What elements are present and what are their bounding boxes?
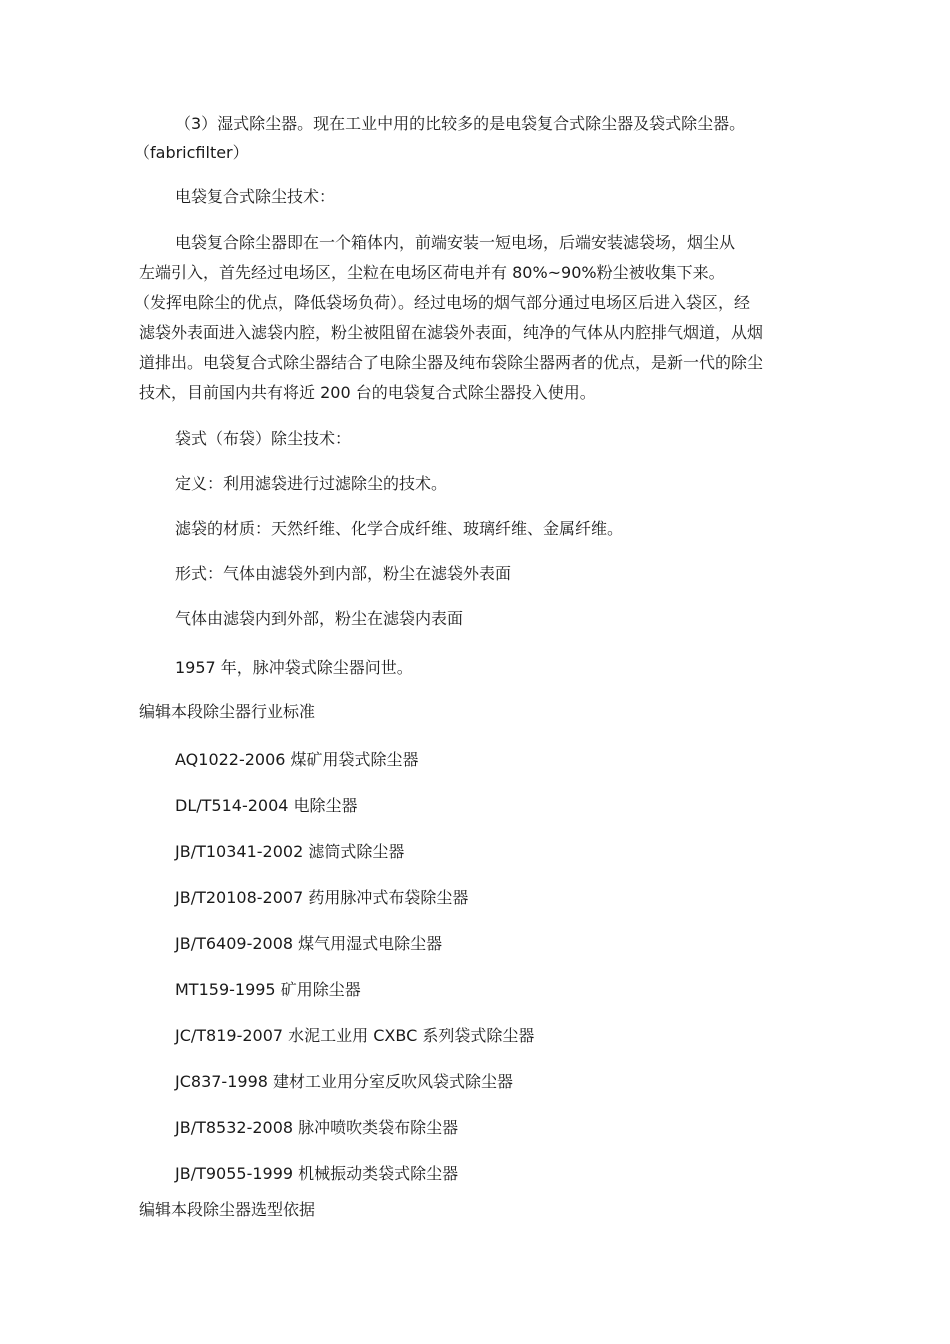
hybrid-paragraph-line-1: 电袋复合除尘器即在一个箱体内，前端安装一短电场，后端安装滤袋场，烟尘从	[175, 233, 736, 252]
standard-item: JB/T10341-2002 滤筒式除尘器	[175, 842, 405, 861]
selection-section-heading: 编辑本段除尘器选型依据	[139, 1200, 316, 1219]
hybrid-paragraph-line-3: （发挥电除尘的优点，降低袋场负荷）。经过电场的烟气部分通过电场区后进入袋区，经	[134, 293, 751, 312]
hybrid-paragraph-line-5: 道排出。电袋复合式除尘器结合了电除尘器及纯布袋除尘器两者的优点，是新一代的除尘	[139, 353, 764, 372]
hybrid-paragraph-line-4: 滤袋外表面进入滤袋内腔，粉尘被阻留在滤袋外表面，纯净的气体从内腔排气烟道，从烟	[139, 323, 764, 342]
hybrid-heading: 电袋复合式除尘技术：	[175, 187, 336, 206]
form-line-1: 形式：气体由滤袋外到内部，粉尘在滤袋外表面	[175, 564, 512, 583]
standard-item: JB/T8532-2008 脉冲喷吹类袋布除尘器	[175, 1118, 459, 1137]
history-line: 1957 年，脉冲袋式除尘器问世。	[175, 658, 413, 677]
standard-item: JB/T9055-1999 机械振动类袋式除尘器	[175, 1164, 459, 1183]
standard-item: JB/T20108-2007 药用脉冲式布袋除尘器	[175, 888, 469, 907]
standard-item: JC/T819-2007 水泥工业用 CXBC 系列袋式除尘器	[175, 1026, 535, 1045]
wet-scrubber-intro-line-1: （3）湿式除尘器。现在工业中用的比较多的是电袋复合式除尘器及袋式除尘器。	[175, 114, 746, 133]
wet-scrubber-intro-line-2: （fabricfilter）	[134, 143, 249, 162]
hybrid-paragraph-line-6: 技术，目前国内共有将近 200 台的电袋复合式除尘器投入使用。	[139, 383, 596, 402]
definition-line: 定义：利用滤袋进行过滤除尘的技术。	[175, 474, 448, 493]
standard-item: MT159-1995 矿用除尘器	[175, 980, 361, 999]
standard-item: DL/T514-2004 电除尘器	[175, 796, 358, 815]
form-line-2: 气体由滤袋内到外部，粉尘在滤袋内表面	[175, 609, 464, 628]
standards-section-heading: 编辑本段除尘器行业标准	[139, 702, 316, 721]
materials-line: 滤袋的材质：天然纤维、化学合成纤维、玻璃纤维、金属纤维。	[175, 519, 624, 538]
hybrid-paragraph-line-2: 左端引入，首先经过电场区，尘粒在电场区荷电并有 80%~90%粉尘被收集下来。	[139, 263, 725, 282]
standard-item: AQ1022-2006 煤矿用袋式除尘器	[175, 750, 419, 769]
bag-filter-heading: 袋式（布袋）除尘技术：	[175, 429, 352, 448]
standard-item: JC837-1998 建材工业用分室反吹风袋式除尘器	[175, 1072, 514, 1091]
standard-item: JB/T6409-2008 煤气用湿式电除尘器	[175, 934, 443, 953]
